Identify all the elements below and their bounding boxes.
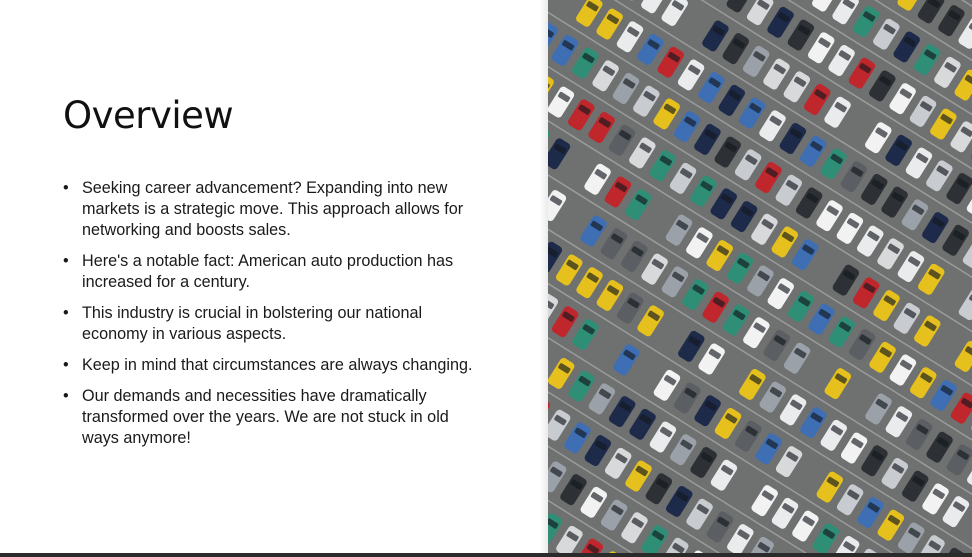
bullet-text: Our demands and necessities have dramatically transformed over the years. We are not stuck in old ways anymore! <box>82 387 449 447</box>
parking-lot-illustration <box>548 0 972 553</box>
bullet-dot: • <box>63 356 69 374</box>
bullet-text: Keep in mind that circumstances are always changing. <box>82 356 473 374</box>
bullet-dot: • <box>63 252 69 270</box>
slide-title: Overview <box>63 94 234 137</box>
bottom-bar <box>0 553 972 557</box>
bullet-item <box>63 303 483 345</box>
bullet-item <box>63 178 483 241</box>
bullet-dot: • <box>63 304 69 322</box>
bullet-list <box>63 178 483 459</box>
bullet-item <box>63 251 483 293</box>
bullet-item <box>63 355 483 376</box>
bullet-dot: • <box>63 179 69 197</box>
bullet-item <box>63 386 483 449</box>
bullet-dot: • <box>63 387 69 405</box>
bullet-text: Seeking career advancement? Expanding into new markets is a strategic move. This approach allows for networking and boosts sales. <box>82 179 464 239</box>
parking-lot-image <box>548 0 972 553</box>
bullet-text: This industry is crucial in bolstering our national economy in various aspects. <box>82 304 423 343</box>
bullet-text: Here's a notable fact: American auto production has increased for a century. <box>82 252 454 291</box>
